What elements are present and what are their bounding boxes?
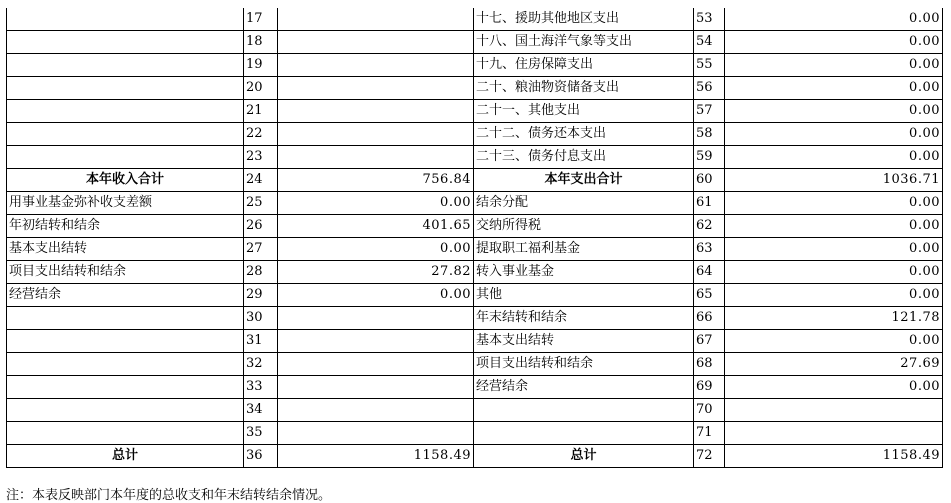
expense-item-name: 结余分配 (474, 192, 694, 215)
income-item-name (7, 31, 244, 54)
expense-line-number: 65 (694, 284, 725, 307)
income-amount (278, 54, 474, 77)
expense-item-name: 转入事业基金 (474, 261, 694, 284)
income-item-name: 年初结转和结余 (7, 215, 244, 238)
expense-item-name: 基本支出结转 (474, 330, 694, 353)
expense-line-number: 59 (694, 146, 725, 169)
expense-line-number: 60 (694, 169, 725, 192)
final-accounts-table (6, 8, 943, 468)
income-line-number: 26 (244, 215, 278, 238)
income-line-number: 28 (244, 261, 278, 284)
expense-line-number: 62 (694, 215, 725, 238)
income-amount (278, 31, 474, 54)
income-item-name: 经营结余 (7, 284, 244, 307)
income-item-name: 基本支出结转 (7, 238, 244, 261)
expense-amount: 0.00 (725, 192, 943, 215)
expense-amount: 0.00 (725, 8, 943, 31)
income-item-name (7, 77, 244, 100)
table-row (7, 77, 943, 100)
income-item-name (7, 399, 244, 422)
income-amount (278, 353, 474, 376)
income-line-number: 32 (244, 353, 278, 376)
expense-item-name: 十九、住房保障支出 (474, 54, 694, 77)
income-subtotal-label: 本年收入合计 (7, 169, 244, 192)
table-row (7, 123, 943, 146)
income-item-name: 项目支出结转和结余 (7, 261, 244, 284)
expense-line-number: 67 (694, 330, 725, 353)
expense-line-number: 55 (694, 54, 725, 77)
expense-line-number: 72 (694, 445, 725, 468)
table-row (7, 100, 943, 123)
expense-item-name: 十七、援助其他地区支出 (474, 8, 694, 31)
expense-line-number: 57 (694, 100, 725, 123)
income-amount (278, 330, 474, 353)
income-line-number: 35 (244, 422, 278, 445)
income-item-name (7, 123, 244, 146)
table-footnote: 注：本表反映部门本年度的总收支和年末结转结余情况。 (6, 488, 332, 503)
income-amount: 0.00 (278, 284, 474, 307)
income-item-name (7, 146, 244, 169)
income-line-number: 30 (244, 307, 278, 330)
table-row (7, 284, 943, 307)
income-amount (278, 123, 474, 146)
expense-item-name: 提取职工福利基金 (474, 238, 694, 261)
expense-amount: 0.00 (725, 261, 943, 284)
income-amount (278, 376, 474, 399)
income-line-number: 25 (244, 192, 278, 215)
income-amount (278, 8, 474, 31)
income-item-name (7, 100, 244, 123)
income-amount: 756.84 (278, 169, 474, 192)
expense-item-name: 十八、国土海洋气象等支出 (474, 31, 694, 54)
income-line-number: 33 (244, 376, 278, 399)
income-amount (278, 77, 474, 100)
table-row (7, 353, 943, 376)
expense-line-number: 54 (694, 31, 725, 54)
income-line-number: 27 (244, 238, 278, 261)
expense-amount: 27.69 (725, 353, 943, 376)
table-row (7, 238, 943, 261)
income-amount: 0.00 (278, 238, 474, 261)
income-item-name (7, 8, 244, 31)
expense-line-number: 66 (694, 307, 725, 330)
expense-line-number: 68 (694, 353, 725, 376)
income-line-number: 23 (244, 146, 278, 169)
table-row (7, 8, 943, 31)
expense-item-name: 二十一、其他支出 (474, 100, 694, 123)
income-item-name (7, 353, 244, 376)
income-amount: 27.82 (278, 261, 474, 284)
table-row (7, 261, 943, 284)
expense-item-name: 其他 (474, 284, 694, 307)
expense-line-number: 61 (694, 192, 725, 215)
expense-amount: 0.00 (725, 123, 943, 146)
expense-item-name (474, 399, 694, 422)
income-line-number: 31 (244, 330, 278, 353)
table-row (7, 307, 943, 330)
income-line-number: 18 (244, 31, 278, 54)
income-amount: 401.65 (278, 215, 474, 238)
expense-amount: 0.00 (725, 31, 943, 54)
table-row-subtotal (7, 169, 943, 192)
income-amount: 1158.49 (278, 445, 474, 468)
expense-item-name: 二十二、债务还本支出 (474, 123, 694, 146)
income-amount (278, 422, 474, 445)
expense-amount: 0.00 (725, 376, 943, 399)
income-line-number: 17 (244, 8, 278, 31)
income-line-number: 20 (244, 77, 278, 100)
income-item-name: 用事业基金弥补收支差额 (7, 192, 244, 215)
income-amount (278, 100, 474, 123)
expense-amount: 1158.49 (725, 445, 943, 468)
expense-line-number: 70 (694, 399, 725, 422)
income-line-number: 22 (244, 123, 278, 146)
expense-amount: 0.00 (725, 238, 943, 261)
income-line-number: 21 (244, 100, 278, 123)
table-row (7, 215, 943, 238)
income-item-name (7, 330, 244, 353)
income-amount (278, 307, 474, 330)
expense-amount: 0.00 (725, 77, 943, 100)
expense-item-name: 年末结转和结余 (474, 307, 694, 330)
expense-amount (725, 422, 943, 445)
table-row (7, 399, 943, 422)
income-line-number: 36 (244, 445, 278, 468)
expense-item-name: 交纳所得税 (474, 215, 694, 238)
income-item-name (7, 376, 244, 399)
table-row-total (7, 445, 943, 468)
income-line-number: 34 (244, 399, 278, 422)
expense-amount: 0.00 (725, 215, 943, 238)
expense-total-label: 总计 (474, 445, 694, 468)
expense-item-name: 经营结余 (474, 376, 694, 399)
expense-amount: 121.78 (725, 307, 943, 330)
expense-amount: 0.00 (725, 146, 943, 169)
table-row (7, 376, 943, 399)
table-row (7, 422, 943, 445)
table-row (7, 146, 943, 169)
expense-line-number: 53 (694, 8, 725, 31)
income-item-name (7, 54, 244, 77)
income-amount (278, 399, 474, 422)
table-row (7, 54, 943, 77)
income-line-number: 24 (244, 169, 278, 192)
expense-line-number: 56 (694, 77, 725, 100)
table-row (7, 330, 943, 353)
expense-line-number: 69 (694, 376, 725, 399)
expense-amount: 0.00 (725, 284, 943, 307)
expense-line-number: 58 (694, 123, 725, 146)
expense-amount: 0.00 (725, 330, 943, 353)
expense-line-number: 64 (694, 261, 725, 284)
expense-subtotal-label: 本年支出合计 (474, 169, 694, 192)
expense-item-name: 二十三、债务付息支出 (474, 146, 694, 169)
income-amount: 0.00 (278, 192, 474, 215)
expense-amount: 1036.71 (725, 169, 943, 192)
table-row (7, 192, 943, 215)
income-item-name (7, 307, 244, 330)
expense-item-name: 二十、粮油物资储备支出 (474, 77, 694, 100)
income-total-label: 总计 (7, 445, 244, 468)
table-row (7, 31, 943, 54)
expense-item-name (474, 422, 694, 445)
expense-amount: 0.00 (725, 100, 943, 123)
income-line-number: 19 (244, 54, 278, 77)
expense-item-name: 项目支出结转和结余 (474, 353, 694, 376)
expense-amount: 0.00 (725, 54, 943, 77)
expense-line-number: 63 (694, 238, 725, 261)
expense-amount (725, 399, 943, 422)
income-item-name (7, 422, 244, 445)
expense-line-number: 71 (694, 422, 725, 445)
income-line-number: 29 (244, 284, 278, 307)
income-amount (278, 146, 474, 169)
